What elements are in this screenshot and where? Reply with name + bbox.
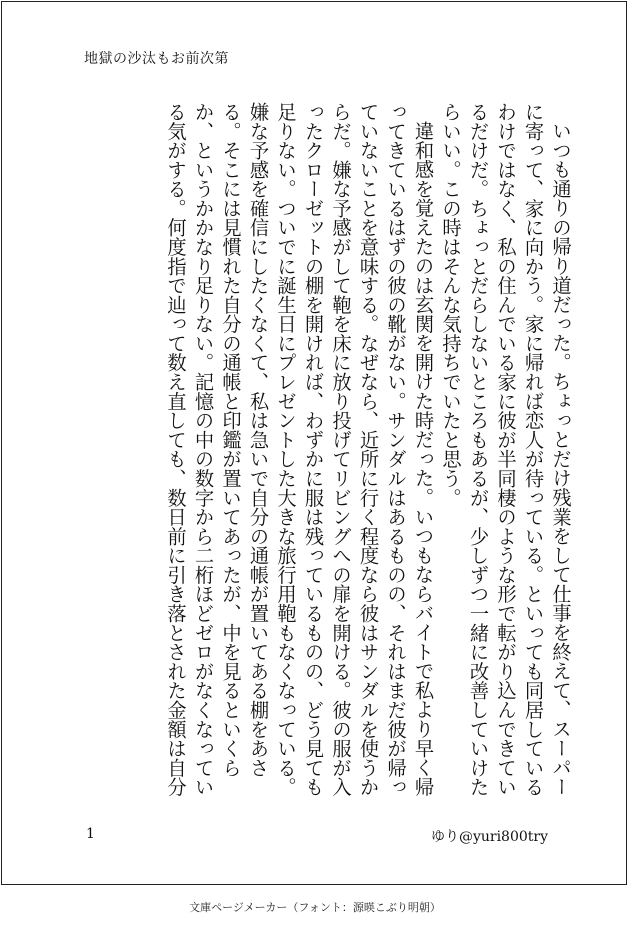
document-title: 地獄の沙汰もお前次第 [84,51,229,67]
paragraph: 違和感を覚えたのは玄関を開けた時だった。いつもならバイトで私より早く帰ってきているはずの彼の靴がない。サンダルはあるものの、それはまだ彼が帰っていないことを意味する。なぜなら、近所に行く程度なら彼はサンダルを使うからだ。嫌な予感がして鞄を床に放り投げてリビングへの扉を開ける。彼の服が入ったクローゼットの棚を開ければ、わずかに服は残っているものの、どう見ても足りない。ついでに誕生日にプレゼントした大きな旅行用鞄もなくなっている。嫌な予感を確信にしたくなくて、私は急いで自分の通帳が置いてある棚をあさる。そこには見慣れた自分の通帳と印鑑が置いてあったが、中を見るといくらか、というかかなり足りない。記憶の中の数字から二桁ほどゼロがなくなっている気がする。何度指で辿って数え直しても、数日前に引き落とされた金額は自分 [164,102,435,797]
page-frame [1,1,627,885]
page-number: 1 [86,826,95,842]
body-text [80,102,574,802]
footer-credit: 文庫ページメーカー（フォント：源暎こぶり明朝） [189,901,441,914]
paragraph: いつも通りの帰り道だった。ちょっとだけ残業をして仕事を終えて、スーパーに寄って、家に向かう。家に帰れば恋人が待っている。といっても同居しているわけではなく、私の住んでいる家に彼が半同棲のような形で転がり込んできているだけだ。ちょっとだらしないところもあるが、少しずつ一緒に改善していけたらいい。この時はそんな気持ちでいたと思う。 [439,102,572,797]
author-credit: ゆり@yuri800try [430,829,548,845]
